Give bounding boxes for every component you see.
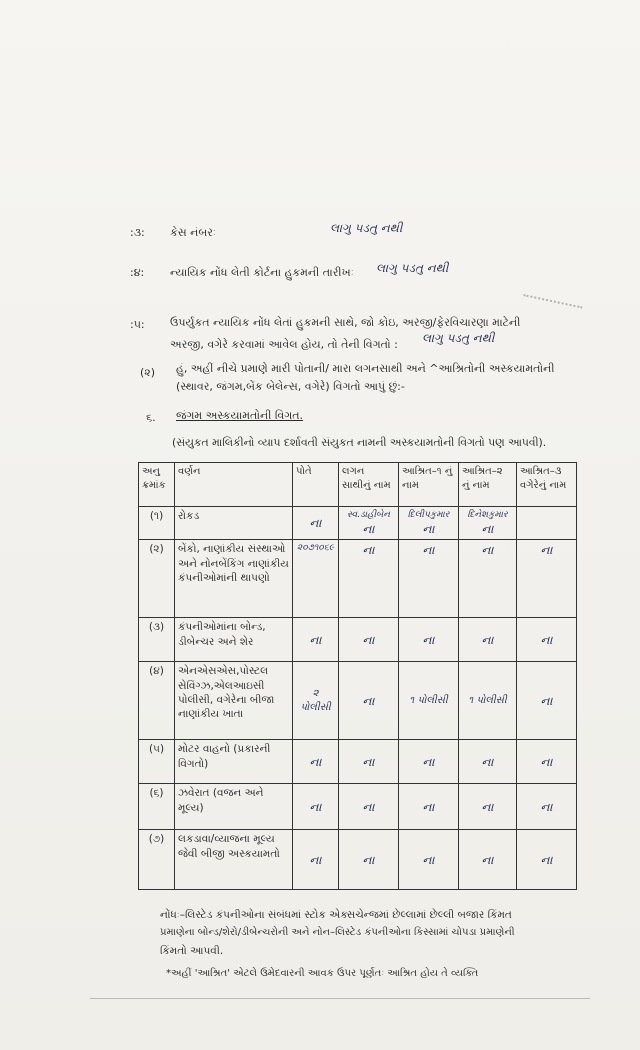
row-self-value: ના bbox=[293, 618, 339, 662]
row-description: એનએસએસ,પોસ્ટલ સેવિંગ્ઝ,એલઆઇસી પોલીસી, વગેરેના બીજા નાણાંકીય ખાતા bbox=[175, 662, 293, 740]
item-5-number: :૫: bbox=[130, 318, 145, 331]
section-subtitle: (સંયુકત માલિકીનો વ્યાપ દર્શાવતી સંયુકત નામની અસ્કયામતોની વિગતો પણ આપવી). bbox=[172, 436, 547, 449]
row-dep3-value bbox=[517, 507, 577, 540]
row-serial: (૨) bbox=[139, 540, 175, 618]
row-spouse-value-text: ના bbox=[362, 522, 375, 537]
row-description: ઝવેરાત (વજન અને મૂલ્ય) bbox=[175, 784, 293, 830]
table-header-row bbox=[139, 463, 577, 507]
row-spouse-value: ના bbox=[339, 540, 399, 618]
row-dep3-value: ના bbox=[517, 618, 577, 662]
row-dep2-value: ના bbox=[459, 740, 517, 784]
row-self-value: ના bbox=[293, 784, 339, 830]
row-serial: (૪) bbox=[139, 662, 175, 740]
row-dep3-value: ના bbox=[517, 662, 577, 740]
row-self-value: ના bbox=[293, 830, 339, 890]
row-spouse-value: ના bbox=[339, 740, 399, 784]
row-dep2-value: ૧ પોલીસી bbox=[459, 662, 517, 740]
para-2-line-1: હું, અહીં નીચે પ્રમાણે મારી પોતાની/ મારા લગનસાથી અને ^આશ્રિતોની અસ્કયામતોની bbox=[176, 362, 555, 375]
table-row bbox=[139, 540, 577, 618]
item-4-label: ન્યાયિક નોંધ લેતી કોર્ટના હુકમની તારીખઃ bbox=[170, 266, 354, 279]
item-4-handwritten-value: લાગુ પડતુ નથી bbox=[376, 261, 449, 275]
section-title: જંગમ અસ્કયામતોની વિગત. bbox=[176, 409, 304, 422]
dependent-1-name: દિલીપકુમાર bbox=[407, 510, 450, 520]
row-self-value: ૨૦૭૧૦૬૯ bbox=[293, 540, 339, 618]
row-dep1-value: ના bbox=[399, 740, 459, 784]
header-dependent-1: આશ્રિત–૧ નું નામ bbox=[399, 463, 459, 507]
header-description: વર્ણન bbox=[175, 463, 293, 507]
spouse-name: સ્વ.ડાહીબેન bbox=[347, 510, 390, 520]
section-number: ૬. bbox=[146, 411, 156, 424]
note-line-2: પ્રમાણેના બોન્ડ/શેરો/ડીબેન્ચરોની અને નોન–લિસ્ટેડ કંપનીઓના કિસ્સામાં ચોપડા પ્રમાણેની bbox=[160, 927, 515, 939]
row-spouse-value bbox=[339, 507, 399, 540]
row-serial: (૭) bbox=[139, 830, 175, 890]
row-dep1-value: ના bbox=[399, 618, 459, 662]
note-block bbox=[160, 906, 580, 960]
row-spouse-value: ના bbox=[339, 830, 399, 890]
row-description: રોકડ bbox=[175, 507, 293, 540]
row-dep1-value: ના bbox=[399, 540, 459, 618]
row-dep2-value: ના bbox=[459, 830, 517, 890]
row-dep2-value: ના bbox=[459, 618, 517, 662]
row-description: મોટર વાહનો (પ્રકારની વિગતો) bbox=[175, 740, 293, 784]
row-self-value: ના bbox=[293, 740, 339, 784]
row-description: લકડાવા/વ્યાજના મૂલ્ય જેવી બીજી અસ્કયામતો bbox=[175, 830, 293, 890]
header-dependent-3: આશ્રિત–૩ વગેરેનું નામ bbox=[517, 463, 577, 507]
table-row bbox=[139, 830, 577, 890]
row-dep2-value: ના bbox=[459, 540, 517, 618]
movable-assets-table bbox=[138, 462, 577, 890]
table-row bbox=[139, 740, 577, 784]
header-self: પોતે bbox=[293, 463, 339, 507]
item-4-number: :૪: bbox=[130, 266, 145, 279]
row-spouse-value: ના bbox=[339, 618, 399, 662]
row-self-value: ના bbox=[293, 507, 339, 540]
dependent-2-name: દિનેશકુમાર bbox=[467, 510, 508, 520]
item-3-handwritten-value: લાગુ પડતુ નથી bbox=[330, 221, 403, 235]
row-dep1-value: ના bbox=[399, 830, 459, 890]
row-dep3-value: ના bbox=[517, 540, 577, 618]
row-dep1-value: ના bbox=[399, 784, 459, 830]
item-5-line-2: અરજી, વગેરે કરવામાં આવેલ હોય, તો તેની વિગતો : bbox=[170, 338, 398, 351]
table-row bbox=[139, 507, 577, 540]
table-row bbox=[139, 784, 577, 830]
footnote: *અહીં 'આશ્રિત' એટલે ઉમેદવારની આવક ઉપર પૂર્ણતઃ આશ્રિત હોય તે વ્યક્તિ bbox=[166, 968, 479, 979]
row-dep2-value-text: ના bbox=[481, 522, 494, 537]
row-spouse-value: ના bbox=[339, 784, 399, 830]
header-serial: અનુ ક્રમાંક bbox=[139, 463, 175, 507]
row-serial: (૩) bbox=[139, 618, 175, 662]
row-dep3-value: ના bbox=[517, 830, 577, 890]
item-5-line-1: ઉપર્યુકત ન્યાયિક નોંધ લેતાં હુકમની સાથે, જો કોઇ, અરજી/ફેરવિચારણા માટેની bbox=[170, 316, 521, 329]
table-row bbox=[139, 618, 577, 662]
row-serial: (૧) bbox=[139, 507, 175, 540]
header-dependent-2: આશ્રિત–૨ નું નામ bbox=[459, 463, 517, 507]
row-dep1-value bbox=[399, 507, 459, 540]
row-description: બેંકો, નાણાંકીય સંસ્થાઓ અને નોનબેંકિંગ નાણાંકીય કંપનીઓમાંની થાપણો bbox=[175, 540, 293, 618]
row-dep3-value: ના bbox=[517, 740, 577, 784]
faded-stamp-mark bbox=[518, 294, 583, 336]
row-serial: (૬) bbox=[139, 784, 175, 830]
item-3-label: કેસ નંબરઃ bbox=[170, 226, 217, 239]
row-spouse-value: ના bbox=[339, 662, 399, 740]
note-line-3: કિંમતો આપવી. bbox=[160, 944, 224, 957]
para-2-number: (૨) bbox=[140, 366, 156, 379]
row-description: કંપનીઓમાંના બોન્ડ, ડીબેન્ચર અને શેર bbox=[175, 618, 293, 662]
note-line-1: નોંધઃ–લિસ્ટેડ કંપનીઓના સંબંધમાં સ્ટોક એક્સચેન્જમાં છેલ્લામાં છેલ્લી બજાર કિંમત bbox=[160, 909, 512, 921]
item-5-handwritten-value: લાગુ પડતુ નથી bbox=[422, 331, 495, 345]
row-dep2-value: ના bbox=[459, 784, 517, 830]
row-dep1-value: ૧ પોલીસી bbox=[399, 662, 459, 740]
row-dep2-value bbox=[459, 507, 517, 540]
header-spouse: લગન સાથીનું નામ bbox=[339, 463, 399, 507]
row-dep3-value: ના bbox=[517, 784, 577, 830]
table-row bbox=[139, 662, 577, 740]
bottom-rule bbox=[90, 998, 590, 999]
row-serial: (૫) bbox=[139, 740, 175, 784]
item-3-number: :૩: bbox=[130, 226, 145, 239]
para-2-line-2: (સ્થાવર, જંગમ,બેંક બેલેન્સ, વગેરે) વિગતો આપું છું:- bbox=[176, 380, 405, 393]
row-self-value: ૨ પોલીસી bbox=[293, 662, 339, 740]
row-dep1-value-text: ના bbox=[422, 522, 435, 537]
